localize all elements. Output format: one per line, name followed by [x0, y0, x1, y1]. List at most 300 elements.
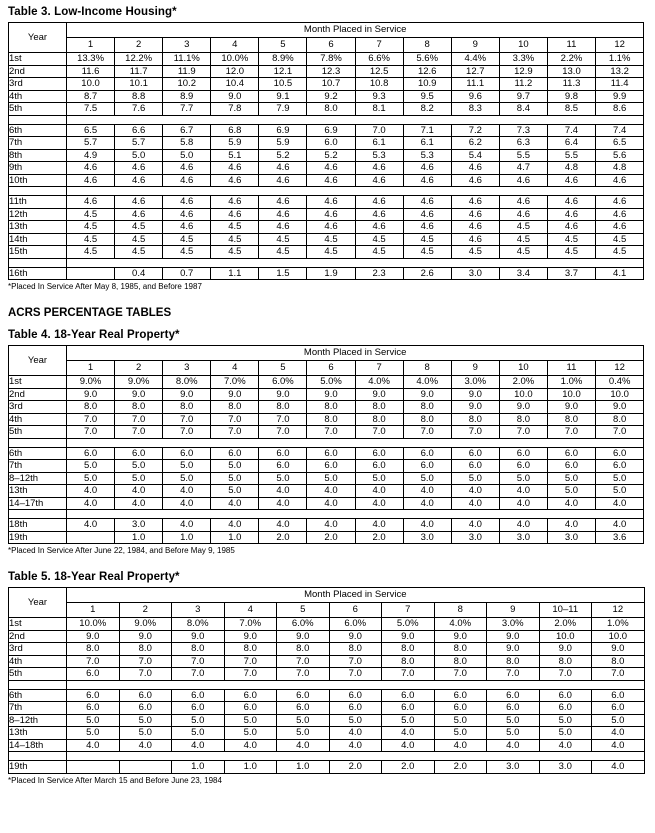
col-header-6: 6: [307, 38, 355, 53]
rate-cell: 4.0: [67, 519, 115, 532]
row-year-label: 9th: [9, 162, 67, 175]
rate-cell: 12.6: [403, 65, 451, 78]
rate-cell: 5.0: [67, 727, 120, 740]
rate-cell: 6.0: [355, 447, 403, 460]
rate-cell: 7.8%: [307, 53, 355, 66]
rate-cell: 4.6: [115, 162, 163, 175]
rate-cell: 2.6: [403, 267, 451, 280]
col-header-7: 7: [355, 38, 403, 53]
rate-cell: 5.0: [172, 727, 225, 740]
rate-cell: 2.0%: [539, 618, 592, 631]
rate-cell: 6.9: [259, 124, 307, 137]
rate-cell: 8.0: [307, 103, 355, 116]
rate-cell: 9.0: [119, 630, 172, 643]
rate-cell: 9.0%: [119, 618, 172, 631]
table-row: [9, 714, 645, 727]
rate-cell: 8.0: [403, 413, 451, 426]
rate-cell: 4.0: [451, 519, 499, 532]
rate-cell: 9.0: [211, 90, 259, 103]
rate-cell: 7.4: [547, 124, 595, 137]
rate-cell: 4.6: [596, 174, 644, 187]
row-year-label: 11th: [9, 196, 67, 209]
row-year-label: 5th: [9, 426, 67, 439]
rate-cell: 6.0: [382, 702, 435, 715]
rate-cell: 4.8: [547, 162, 595, 175]
rate-cell: [67, 761, 120, 774]
rate-cell: 11.2: [499, 78, 547, 91]
rate-cell: 2.3: [355, 267, 403, 280]
rate-cell: 7.7: [163, 103, 211, 116]
rate-cell: 1.0%: [547, 376, 595, 389]
rate-cell: 5.0: [382, 714, 435, 727]
table-row: [9, 78, 644, 91]
rate-cell: 4.6: [355, 208, 403, 221]
rate-cell: 5.0: [119, 714, 172, 727]
table-row: [9, 761, 645, 774]
rate-cell: 3.0%: [451, 376, 499, 389]
rate-cell: 6.0: [211, 447, 259, 460]
rate-cell: 4.6: [115, 208, 163, 221]
table-row: [9, 267, 644, 280]
rate-cell: 7.0: [211, 413, 259, 426]
rate-cell: 11.3: [547, 78, 595, 91]
rate-cell: 6.0: [539, 702, 592, 715]
rate-cell: 8.2: [403, 103, 451, 116]
rate-cell: 6.0: [403, 447, 451, 460]
rate-cell: 4.0: [115, 497, 163, 510]
rate-cell: 7.0: [115, 426, 163, 439]
rate-cell: 5.0%: [382, 618, 435, 631]
rate-cell: 9.5: [403, 90, 451, 103]
rate-cell: 4.0: [115, 485, 163, 498]
rate-cell: 7.0: [499, 426, 547, 439]
rate-cell: 10.1: [115, 78, 163, 91]
rate-cell: 4.5: [211, 233, 259, 246]
rate-cell: 6.0: [382, 689, 435, 702]
rate-cell: 3.0: [403, 531, 451, 544]
rate-cell: 8.0: [451, 413, 499, 426]
spacer-cell: [67, 115, 644, 124]
rate-cell: 4.0: [434, 739, 487, 752]
rate-cell: 4.5: [307, 246, 355, 259]
spacer-year-cell: [9, 752, 67, 761]
rate-cell: 4.0: [382, 727, 435, 740]
rate-cell: 6.0: [434, 702, 487, 715]
rate-cell: 5.0: [355, 472, 403, 485]
rate-cell: 4.0: [547, 519, 595, 532]
rate-cell: 4.5: [499, 246, 547, 259]
rate-cell: 5.0: [67, 714, 120, 727]
rate-cell: 5.2: [307, 149, 355, 162]
table-3-column-headers: [9, 38, 644, 53]
table-row: [9, 413, 644, 426]
rate-cell: 11.1: [451, 78, 499, 91]
rate-cell: 4.0: [259, 485, 307, 498]
rate-cell: 4.6: [451, 162, 499, 175]
rate-cell: 3.0%: [487, 618, 540, 631]
rate-cell: 7.0: [259, 426, 307, 439]
rate-cell: 9.0: [163, 388, 211, 401]
rate-cell: 10.0%: [67, 618, 120, 631]
rate-cell: 7.0: [596, 426, 644, 439]
rate-cell: 8.0: [67, 401, 115, 414]
rate-cell: 4.0: [119, 739, 172, 752]
rate-cell: 4.6: [259, 208, 307, 221]
rate-cell: 1.0%: [592, 618, 645, 631]
rate-cell: 6.0: [434, 689, 487, 702]
rate-cell: 5.4: [451, 149, 499, 162]
row-year-label: 13th: [9, 485, 67, 498]
rate-cell: 7.0: [329, 668, 382, 681]
rate-cell: 4.0: [499, 485, 547, 498]
rate-cell: 9.0: [382, 630, 435, 643]
rate-cell: 4.5: [67, 221, 115, 234]
rate-cell: 8.0: [211, 401, 259, 414]
rate-cell: 1.5: [259, 267, 307, 280]
rate-cell: 6.0: [163, 447, 211, 460]
rate-cell: 12.5: [355, 65, 403, 78]
rate-cell: 5.0: [211, 460, 259, 473]
rate-cell: 4.0: [355, 497, 403, 510]
row-year-label: 14th: [9, 233, 67, 246]
rate-cell: 9.0: [355, 388, 403, 401]
row-spacer: [9, 752, 645, 761]
table-row: [9, 246, 644, 259]
rate-cell: 2.2%: [547, 53, 595, 66]
rate-cell: 6.0: [329, 702, 382, 715]
rate-cell: 4.0: [67, 485, 115, 498]
rate-cell: 5.0: [163, 472, 211, 485]
rate-cell: 4.6: [451, 196, 499, 209]
rate-cell: 4.0: [499, 519, 547, 532]
rate-cell: 4.6: [307, 221, 355, 234]
rate-cell: 13.2: [596, 65, 644, 78]
row-year-label: 14–17th: [9, 497, 67, 510]
col-header-1: 1: [67, 603, 120, 618]
table-row: [9, 196, 644, 209]
rate-cell: 5.0: [434, 714, 487, 727]
rate-cell: 7.0: [211, 426, 259, 439]
table-5-month-header: Month Placed in Service: [67, 588, 645, 603]
table-row: [9, 221, 644, 234]
rate-cell: 4.6: [547, 221, 595, 234]
rate-cell: 6.0: [487, 689, 540, 702]
table-4-footnote: *Placed In Service After June 22, 1984, and Before May 9, 1985: [8, 546, 235, 555]
rate-cell: 4.0: [67, 497, 115, 510]
rate-cell: 4.0: [539, 739, 592, 752]
rate-cell: 4.5: [596, 246, 644, 259]
rate-cell: 7.0: [172, 655, 225, 668]
rate-cell: 7.0: [277, 655, 330, 668]
rate-cell: 3.0: [539, 761, 592, 774]
rate-cell: 8.0: [119, 643, 172, 656]
row-spacer: [9, 680, 645, 689]
row-year-label: 4th: [9, 90, 67, 103]
table-4: [8, 345, 644, 544]
rate-cell: 4.5: [163, 246, 211, 259]
table-row: [9, 137, 644, 150]
col-header-2: 2: [115, 361, 163, 376]
rate-cell: 3.0: [451, 267, 499, 280]
row-year-label: 7th: [9, 702, 67, 715]
rate-cell: 6.6: [115, 124, 163, 137]
rate-cell: 6.0: [277, 702, 330, 715]
rate-cell: 4.6: [259, 196, 307, 209]
rate-cell: 6.0: [115, 447, 163, 460]
rate-cell: 7.0%: [211, 376, 259, 389]
rate-cell: 10.0: [596, 388, 644, 401]
rate-cell: 4.0: [163, 497, 211, 510]
rate-cell: 6.8: [211, 124, 259, 137]
rate-cell: 7.0: [382, 668, 435, 681]
rate-cell: 8.0: [224, 643, 277, 656]
rate-cell: 4.6: [307, 196, 355, 209]
rate-cell: 6.4: [547, 137, 595, 150]
rate-cell: 4.0: [547, 497, 595, 510]
rate-cell: 5.0: [434, 727, 487, 740]
rate-cell: 5.0: [596, 485, 644, 498]
rate-cell: 3.0: [499, 531, 547, 544]
rate-cell: 4.6: [67, 174, 115, 187]
rate-cell: 9.0: [259, 388, 307, 401]
rate-cell: 5.6%: [403, 53, 451, 66]
rate-cell: 4.6: [163, 162, 211, 175]
rate-cell: 0.4: [115, 267, 163, 280]
rate-cell: 10.8: [355, 78, 403, 91]
rate-cell: 0.7: [163, 267, 211, 280]
rate-cell: 8.9%: [259, 53, 307, 66]
rate-cell: 10.4: [211, 78, 259, 91]
row-year-label: 8th: [9, 149, 67, 162]
table-row: [9, 233, 644, 246]
rate-cell: 1.9: [307, 267, 355, 280]
rate-cell: 4.6: [596, 208, 644, 221]
table-row: [9, 149, 644, 162]
table-3-footnote: *Placed In Service After May 8, 1985, and Before 1987: [8, 282, 202, 291]
col-header-12: 12: [592, 603, 645, 618]
rate-cell: 6.3: [499, 137, 547, 150]
rate-cell: 10.0: [547, 388, 595, 401]
rate-cell: 6.0: [259, 460, 307, 473]
rate-cell: 9.1: [259, 90, 307, 103]
rate-cell: 4.0: [451, 485, 499, 498]
rate-cell: 12.2%: [115, 53, 163, 66]
rate-cell: 4.5: [259, 246, 307, 259]
rate-cell: 10.2: [163, 78, 211, 91]
row-year-label: 1st: [9, 376, 67, 389]
rate-cell: 9.0: [67, 388, 115, 401]
row-year-label: 1st: [9, 53, 67, 66]
rate-cell: 4.5: [67, 208, 115, 221]
spacer-cell: [67, 680, 645, 689]
rate-cell: 4.5: [451, 246, 499, 259]
row-year-label: 19th: [9, 531, 67, 544]
rate-cell: 4.0: [163, 485, 211, 498]
table-row: [9, 401, 644, 414]
rate-cell: 6.0: [172, 702, 225, 715]
rate-cell: 2.0%: [499, 376, 547, 389]
rate-cell: 4.6: [547, 174, 595, 187]
rate-cell: 7.0: [403, 426, 451, 439]
rate-cell: 3.7: [547, 267, 595, 280]
rate-cell: 9.0%: [115, 376, 163, 389]
rate-cell: 4.6: [163, 221, 211, 234]
row-year-label: 18th: [9, 519, 67, 532]
rate-cell: 6.0: [67, 447, 115, 460]
rate-cell: 4.0: [329, 727, 382, 740]
rate-cell: 6.0: [329, 689, 382, 702]
rate-cell: 4.6: [547, 208, 595, 221]
rate-cell: 4.0: [487, 739, 540, 752]
table-4-body: [9, 376, 644, 544]
rate-cell: 5.0: [307, 472, 355, 485]
col-header-12: 12: [596, 361, 644, 376]
col-header-10: 10: [499, 361, 547, 376]
spacer-cell: [67, 438, 644, 447]
rate-cell: 5.0: [277, 727, 330, 740]
rate-cell: 5.0: [277, 714, 330, 727]
col-header-9: 9: [451, 38, 499, 53]
rate-cell: 9.2: [307, 90, 355, 103]
rate-cell: 4.6: [403, 162, 451, 175]
table-row: [9, 208, 644, 221]
rate-cell: 7.0: [119, 655, 172, 668]
rate-cell: 6.0: [592, 702, 645, 715]
rate-cell: 4.6: [451, 233, 499, 246]
rate-cell: 4.0: [172, 739, 225, 752]
rate-cell: 9.6: [451, 90, 499, 103]
table-3-body: [9, 53, 644, 280]
table-4-column-headers: [9, 361, 644, 376]
rate-cell: 4.6: [451, 208, 499, 221]
rate-cell: 4.7: [499, 162, 547, 175]
rate-cell: 1.0: [163, 531, 211, 544]
col-header-5: 5: [259, 361, 307, 376]
rate-cell: 4.6: [307, 174, 355, 187]
rate-cell: 7.0: [163, 426, 211, 439]
rate-cell: [67, 267, 115, 280]
table-3-month-header: Month Placed in Service: [67, 23, 644, 38]
col-header-11: 11: [547, 38, 595, 53]
rate-cell: [67, 531, 115, 544]
rate-cell: 4.0: [259, 519, 307, 532]
rate-cell: 4.0: [355, 485, 403, 498]
rate-cell: 6.0: [539, 689, 592, 702]
rate-cell: 5.0: [547, 485, 595, 498]
rate-cell: 3.4: [499, 267, 547, 280]
rate-cell: 9.0: [403, 388, 451, 401]
rate-cell: 7.0: [224, 655, 277, 668]
table-4-title: Table 4. 18-Year Real Property*: [8, 329, 180, 341]
rate-cell: 5.0: [547, 472, 595, 485]
rate-cell: 8.0: [434, 655, 487, 668]
rate-cell: [119, 761, 172, 774]
rate-cell: 9.3: [355, 90, 403, 103]
rate-cell: 11.6: [67, 65, 115, 78]
rate-cell: 4.6: [115, 196, 163, 209]
rate-cell: 9.0: [172, 630, 225, 643]
col-header-1: 1: [67, 38, 115, 53]
row-year-label: 4th: [9, 413, 67, 426]
row-year-label: 14–18th: [9, 739, 67, 752]
rate-cell: 1.0: [172, 761, 225, 774]
col-header-12: 12: [596, 38, 644, 53]
rate-cell: 9.0: [211, 388, 259, 401]
rate-cell: 8.7: [67, 90, 115, 103]
rate-cell: 11.4: [596, 78, 644, 91]
rate-cell: 11.1%: [163, 53, 211, 66]
spacer-year-cell: [9, 438, 67, 447]
rate-cell: 7.0: [172, 668, 225, 681]
rate-cell: 4.5: [403, 246, 451, 259]
rate-cell: 4.6: [163, 174, 211, 187]
table-5-title: Table 5. 18-Year Real Property*: [8, 571, 180, 583]
table-row: [9, 426, 644, 439]
table-row: [9, 162, 644, 175]
rate-cell: 5.7: [115, 137, 163, 150]
rate-cell: 7.0: [67, 413, 115, 426]
rate-cell: 9.8: [547, 90, 595, 103]
rate-cell: 5.0: [67, 460, 115, 473]
rate-cell: 8.0: [355, 413, 403, 426]
rate-cell: 4.6: [499, 174, 547, 187]
rate-cell: 1.1%: [596, 53, 644, 66]
spacer-year-cell: [9, 680, 67, 689]
spacer-cell: [67, 187, 644, 196]
rate-cell: 6.0%: [277, 618, 330, 631]
rate-cell: 4.6: [163, 208, 211, 221]
row-year-label: 16th: [9, 267, 67, 280]
rate-cell: 6.0: [547, 460, 595, 473]
rate-cell: 8.0: [259, 401, 307, 414]
rate-cell: 7.0: [539, 668, 592, 681]
rate-cell: 4.5: [355, 233, 403, 246]
rate-cell: 4.5: [499, 221, 547, 234]
rate-cell: 6.0%: [329, 618, 382, 631]
rate-cell: 4.6: [115, 174, 163, 187]
rate-cell: 7.0: [355, 124, 403, 137]
rate-cell: 4.6: [259, 221, 307, 234]
rate-cell: 2.0: [307, 531, 355, 544]
col-header-8: 8: [403, 38, 451, 53]
rate-cell: 8.0: [163, 401, 211, 414]
rate-cell: 5.5: [499, 149, 547, 162]
table-row: [9, 702, 645, 715]
table-row: [9, 485, 644, 498]
rate-cell: 5.0: [451, 472, 499, 485]
rate-cell: 3.0: [547, 531, 595, 544]
rate-cell: 9.0: [499, 401, 547, 414]
rate-cell: 6.0: [67, 689, 120, 702]
col-header-4: 4: [224, 603, 277, 618]
spacer-year-cell: [9, 115, 67, 124]
rate-cell: 7.0: [592, 668, 645, 681]
rate-cell: 5.0: [259, 472, 307, 485]
rate-cell: 7.0: [224, 668, 277, 681]
row-year-label: 4th: [9, 655, 67, 668]
rate-cell: 7.0: [119, 668, 172, 681]
rate-cell: 6.0: [119, 702, 172, 715]
rate-cell: 9.0: [277, 630, 330, 643]
rate-cell: 4.6: [259, 162, 307, 175]
rate-cell: 10.0: [539, 630, 592, 643]
rate-cell: 8.6: [596, 103, 644, 116]
rate-cell: 6.0: [487, 702, 540, 715]
rate-cell: 10.0: [592, 630, 645, 643]
row-year-label: 12th: [9, 208, 67, 221]
rate-cell: 4.6: [355, 162, 403, 175]
rate-cell: 4.6: [211, 196, 259, 209]
